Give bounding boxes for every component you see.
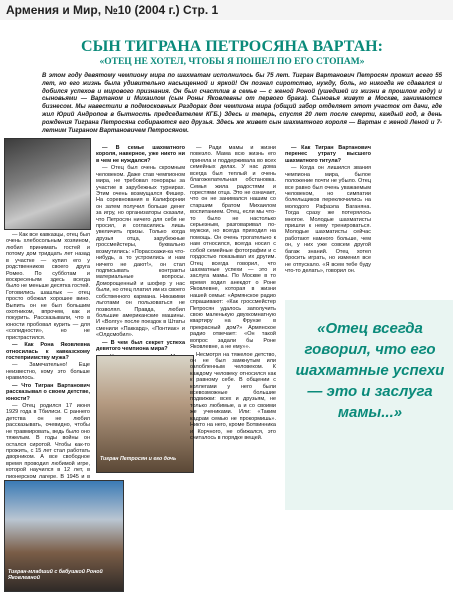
question: — Как Тигран Вартанович перенес утрату высшего шахматного титула? [285,145,371,164]
photo-caption-mid: Тигран Петросян и его дочь [100,456,177,462]
paragraph: Несмотря на тяжелое детство, он не был замкнутым или озлобленным человеком. К каждому человеку относился как к равному себе. В общении с коллегами у него были всевозможные большие подвижки: всех и друзьям, не только любимые, а и со своими же учениками. Или: «Таким кадрам семью не прокормишь». Никто на него, кроме Ботвинника и Корчного, не обижался, это считалось в порядке вещей. [190,351,276,441]
article-subheadline: «ОТЕЦ НЕ ХОТЕЛ, ЧТОБЫ Я ПОШЕЛ ПО ЕГО СТОПАМ» [99,57,365,67]
text-column-1 [6,232,90,480]
article-headline: СЫН ТИГРАНА ПЕТРОСЯНА ВАРТАН: [81,38,383,55]
paragraph: — Отец родился 17 июня 1929 года в Тбилиси. С раннего детства он не любил рассказывать, очевидно, чтобы не травмировать, ведь было оно тяжелым. В годы войны он остался сиротой. Чтобы как-то прожить, с 15 лет стал работать дворником. А все свободное время проводил любимой игре, которой научился в 12 лет, в пионерском лагере. В 1945 и в [6,402,90,480]
text-column-4 [285,145,371,275]
paragraph: — Когда он лишился звания чемпиона мира, былое положение почти не убыло. Отец все равно был очень уважаемым человеком, но симпатии болельщиков переключились на молодого Рафаэла Ваганяна. Тогда сразу же потерялось многое. Молодые шахматисты пришли к нему тренироваться. Молодые шахматисты сейчас работают намного больше, чем он, у них уже совсем другой багаж знаний. Отец хотел бросить играть, но изменил все не отпускало. «Я всем тебе буду что-то делать», говорил он. [285,165,371,275]
question: — В чем был секрет успеха девятого чемпиона мира? [96,339,185,353]
question: — В семье шахматного короля, наверное, уже никто ни в чем не нуждался? [96,145,185,164]
question: — Как Рона Яковлевна относилась к кавказскому гостеприимству мужа? [6,342,90,362]
text-column-2 [96,145,185,353]
pull-quote: «Отец всегда говорил, что его шахматные успехи — это и заслуга мамы...» [295,320,445,421]
photo-portrait [4,138,91,230]
photo-caption-bottom: Тигран-младший с бабушкой Роной Яковлевной [8,569,103,582]
paragraph: — Как все кавказцы, отец был очень хлебосольным хозяином, любил принимать гостей и потому дом тридцать лет назад в участке — купил его у родственников своего друга Ромео. По субботам и воскресеньям здесь всегда было не меньше десятка гостей. Готовились шашлык — отец просто обожал хорошее вино. Выпить он не был большим охотником, впрочем, как и покурить. Рассказывали, что в юности пробовал курить — для «солидности», но не пристрастился. [6,232,90,341]
paragraph: — Ради мамы и жизни повезло. Мама всю жизнь его приняла и поддерживала во всех семейных делах. У нас дома всегда был теплый и очень благожелательная обстановка. Семья жила радостями и горестями отца. Это не означает, что он не занимался нашим со старшим братом Михаилом воспитанием. Отец, если мы что-то было не настолько серьезным, разговаривал по-мужски, но всегда приходил на помощь. Он очень трогательно к нам относился, всегда носил с собой семейные фотографии и с гордостью показывал их другим. Отец всегда говорил, что шахматные успехи — это и заслуга мамы. По Москве в то время ходил анекдот о Роне Яковлевне, которая в жизни нашей семьи: «Армянское радио спрашивают: «Как гроссмейстер Петросян удалось заполучить свою маленькую двухкомнатную квартиру на Фрунзе в прекрасный дом?» Армянское радио отвечает: «Он такой вопрос задали бы Роне Яковлевне, а не ему»». [190,145,276,351]
paragraph: — Отец был очень скромным человеком. Даже став чемпионом мира, не требовал гонорары за участие в зарубежных турнирах. Этим очень возмущался Фишер. На соревнования в Калифорнии он затем получил больше денег за игру, но организаторы сказали, что Петросян ничего для себя не просил, и согласились лишь увеличить призы. Только когда друзья отца, зарубежные гроссмейстеры, буквально возмутились: «Порасскажи-ка что-нибудь, а то устроились и нам ничего не дают!», он стал подписывать контракты материальные вопросы. Доморощенный и шофер у нас были, но отец платил им из своего собственного кармана. Никакими льготами он пользоваться не позволял. Правда, любил большие американские машины. И «Волгу» после поездок в Штаты сменили «Паккард», «Понтиак» и «Олдсмобил». [96,165,185,339]
page-header [0,0,453,20]
paragraph: — Замечательно! Еще неизвестно, кому это больше нравилось. [6,362,90,382]
header-title: Армения и Мир, №10 (2004 г.) Стр. 1 [6,3,219,17]
question: — Что Тигран Вартанович рассказывал о своем детстве, юности? [6,382,90,402]
article-lead: В этом году девятому чемпиону мира по шахматам исполнилось бы 75 лет. Тигран Вартанович Петросян прожил всего 55 лет, но его жизнь была удивительно насыщенной и яркой! Он познал сиротство, нужду, боль, но никогда не сдавался и добился успехов и мирового признания. Он был счастлив в семье — с женой Роной (ушедшей из жизни в прошлом году) и сыновьями — Вартаном и Михаилом (сын Роны Яковлевны от первого брака). Сыновья живут в Москве, занимаются бизнесом. Мы навестили в подмосковных Раздорах дом чемпиона мира (общий забор отделяет этот участок от дачи, где жил Юрий Андропов в бытность председателем КГБ.) Здесь и теперь, спустя 20 лет после смерти, каждый год, в день рождения Тиграна Петросяна собираются его друзья. Здесь же живет сын шахматного короля — Вартан с женой Леной и 7-летним Тиграном Вартановичем Петросяном. [42,72,442,134]
text-column-3 [190,145,276,595]
